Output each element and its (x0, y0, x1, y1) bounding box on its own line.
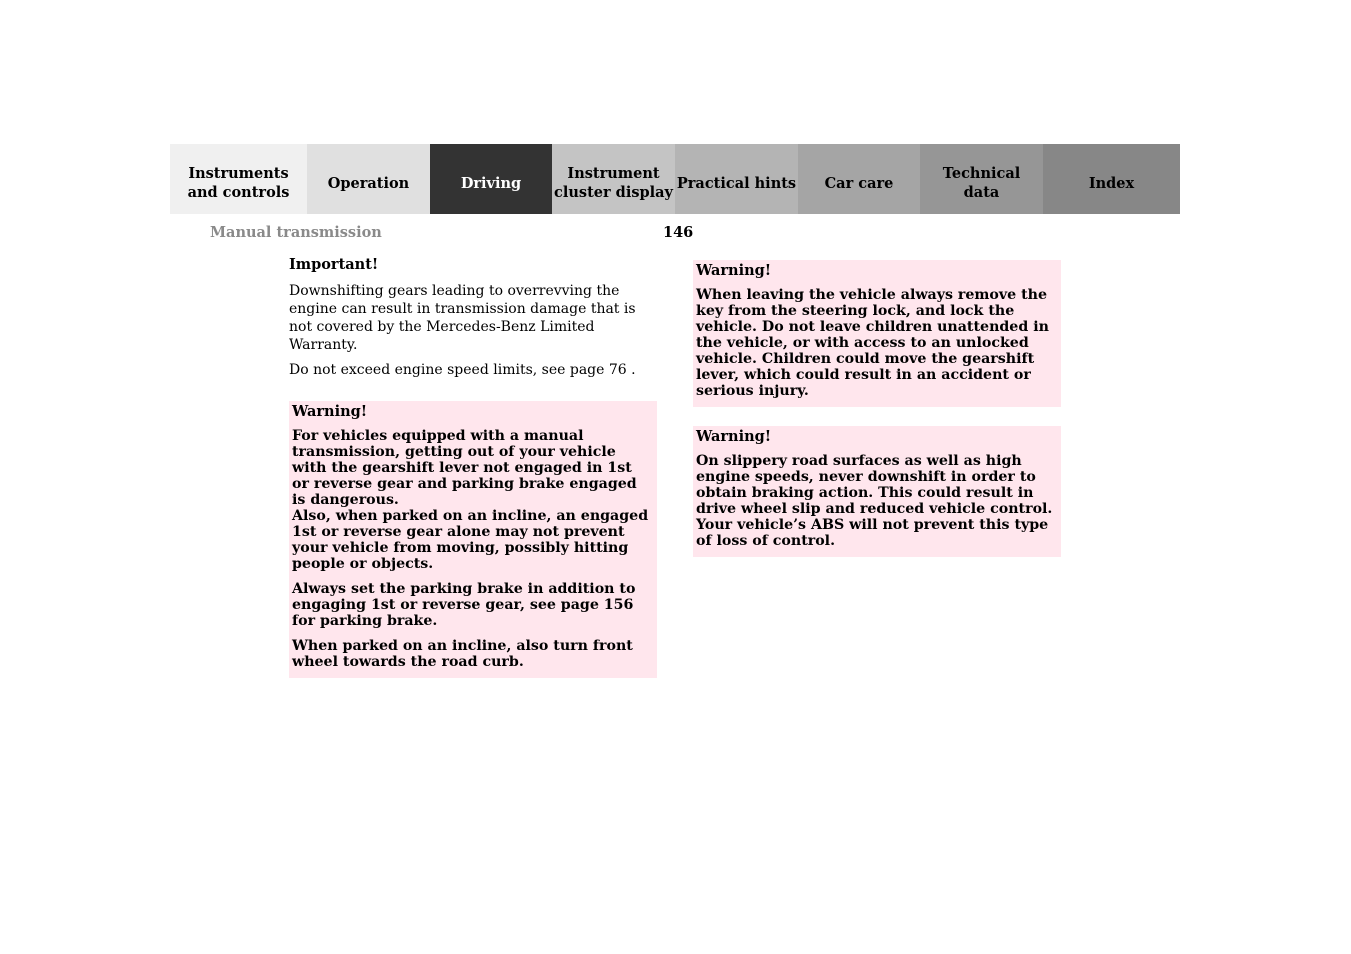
warning-box-slippery-road (693, 426, 1061, 557)
important-heading: Important! (289, 256, 379, 273)
speed-limit-paragraph: Do not exceed engine speed limits, see page 76 . (289, 362, 636, 378)
page-header (0, 224, 1351, 244)
tab-operation[interactable]: Operation (307, 144, 430, 214)
warning-paragraph: Always set the parking brake in addition to engaging 1st or reverse gear, see page 156 for parking brake. (292, 581, 636, 629)
tab-car-care[interactable]: Car care (798, 144, 920, 214)
warning-box-leaving-vehicle (693, 260, 1061, 407)
warning-paragraph: When leaving the vehicle always remove the key from the steering lock, and lock the vehicle. Do not leave children unattended in the vehicle, or with access to an unlocked vehicle. Children could move the gearshift lever, which could result in an accident or serious injury. (696, 287, 1049, 399)
tab-driving[interactable]: Driving (430, 144, 552, 214)
tab-index[interactable]: Index (1043, 144, 1180, 214)
chapter-tab-bar (170, 144, 1180, 214)
warning-heading: Warning! (696, 262, 772, 279)
section-title: Manual transmission (210, 224, 382, 241)
warning-paragraph: On slippery road surfaces as well as high engine speeds, never downshift in order to obtain braking action. This could result in drive wheel slip and reduced vehicle control. Your vehicle’s ABS will not prevent this type of loss of control. (696, 453, 1053, 549)
tab-instrument-cluster-display[interactable]: Instrument cluster display (552, 144, 675, 214)
warning-heading: Warning! (292, 403, 368, 420)
warning-paragraph: When parked on an incline, also turn front wheel towards the road curb. (292, 638, 633, 670)
tab-practical-hints[interactable]: Practical hints (675, 144, 798, 214)
right-column (693, 260, 1061, 557)
tab-instruments-and-controls[interactable]: Instruments and controls (170, 144, 307, 214)
warning-heading: Warning! (696, 428, 772, 445)
warning-paragraph: For vehicles equipped with a manual transmission, getting out of your vehicle with the gearshift lever not engaged in 1st or reverse gear and parking brake engaged is dangerous. Also, when parked on an incline, an engaged 1st or reverse gear alone may not prevent your vehicle from moving, possibly hitting people or objects. (292, 428, 649, 572)
page-number: 146 (663, 224, 694, 241)
tab-technical-data[interactable]: Technical data (920, 144, 1043, 214)
important-paragraph: Downshifting gears leading to overrevving the engine can result in transmission damage that is not covered by the Mercedes-Benz Limited Warranty. (289, 283, 636, 353)
left-column (289, 256, 657, 678)
warning-box-gearshift (289, 401, 657, 678)
